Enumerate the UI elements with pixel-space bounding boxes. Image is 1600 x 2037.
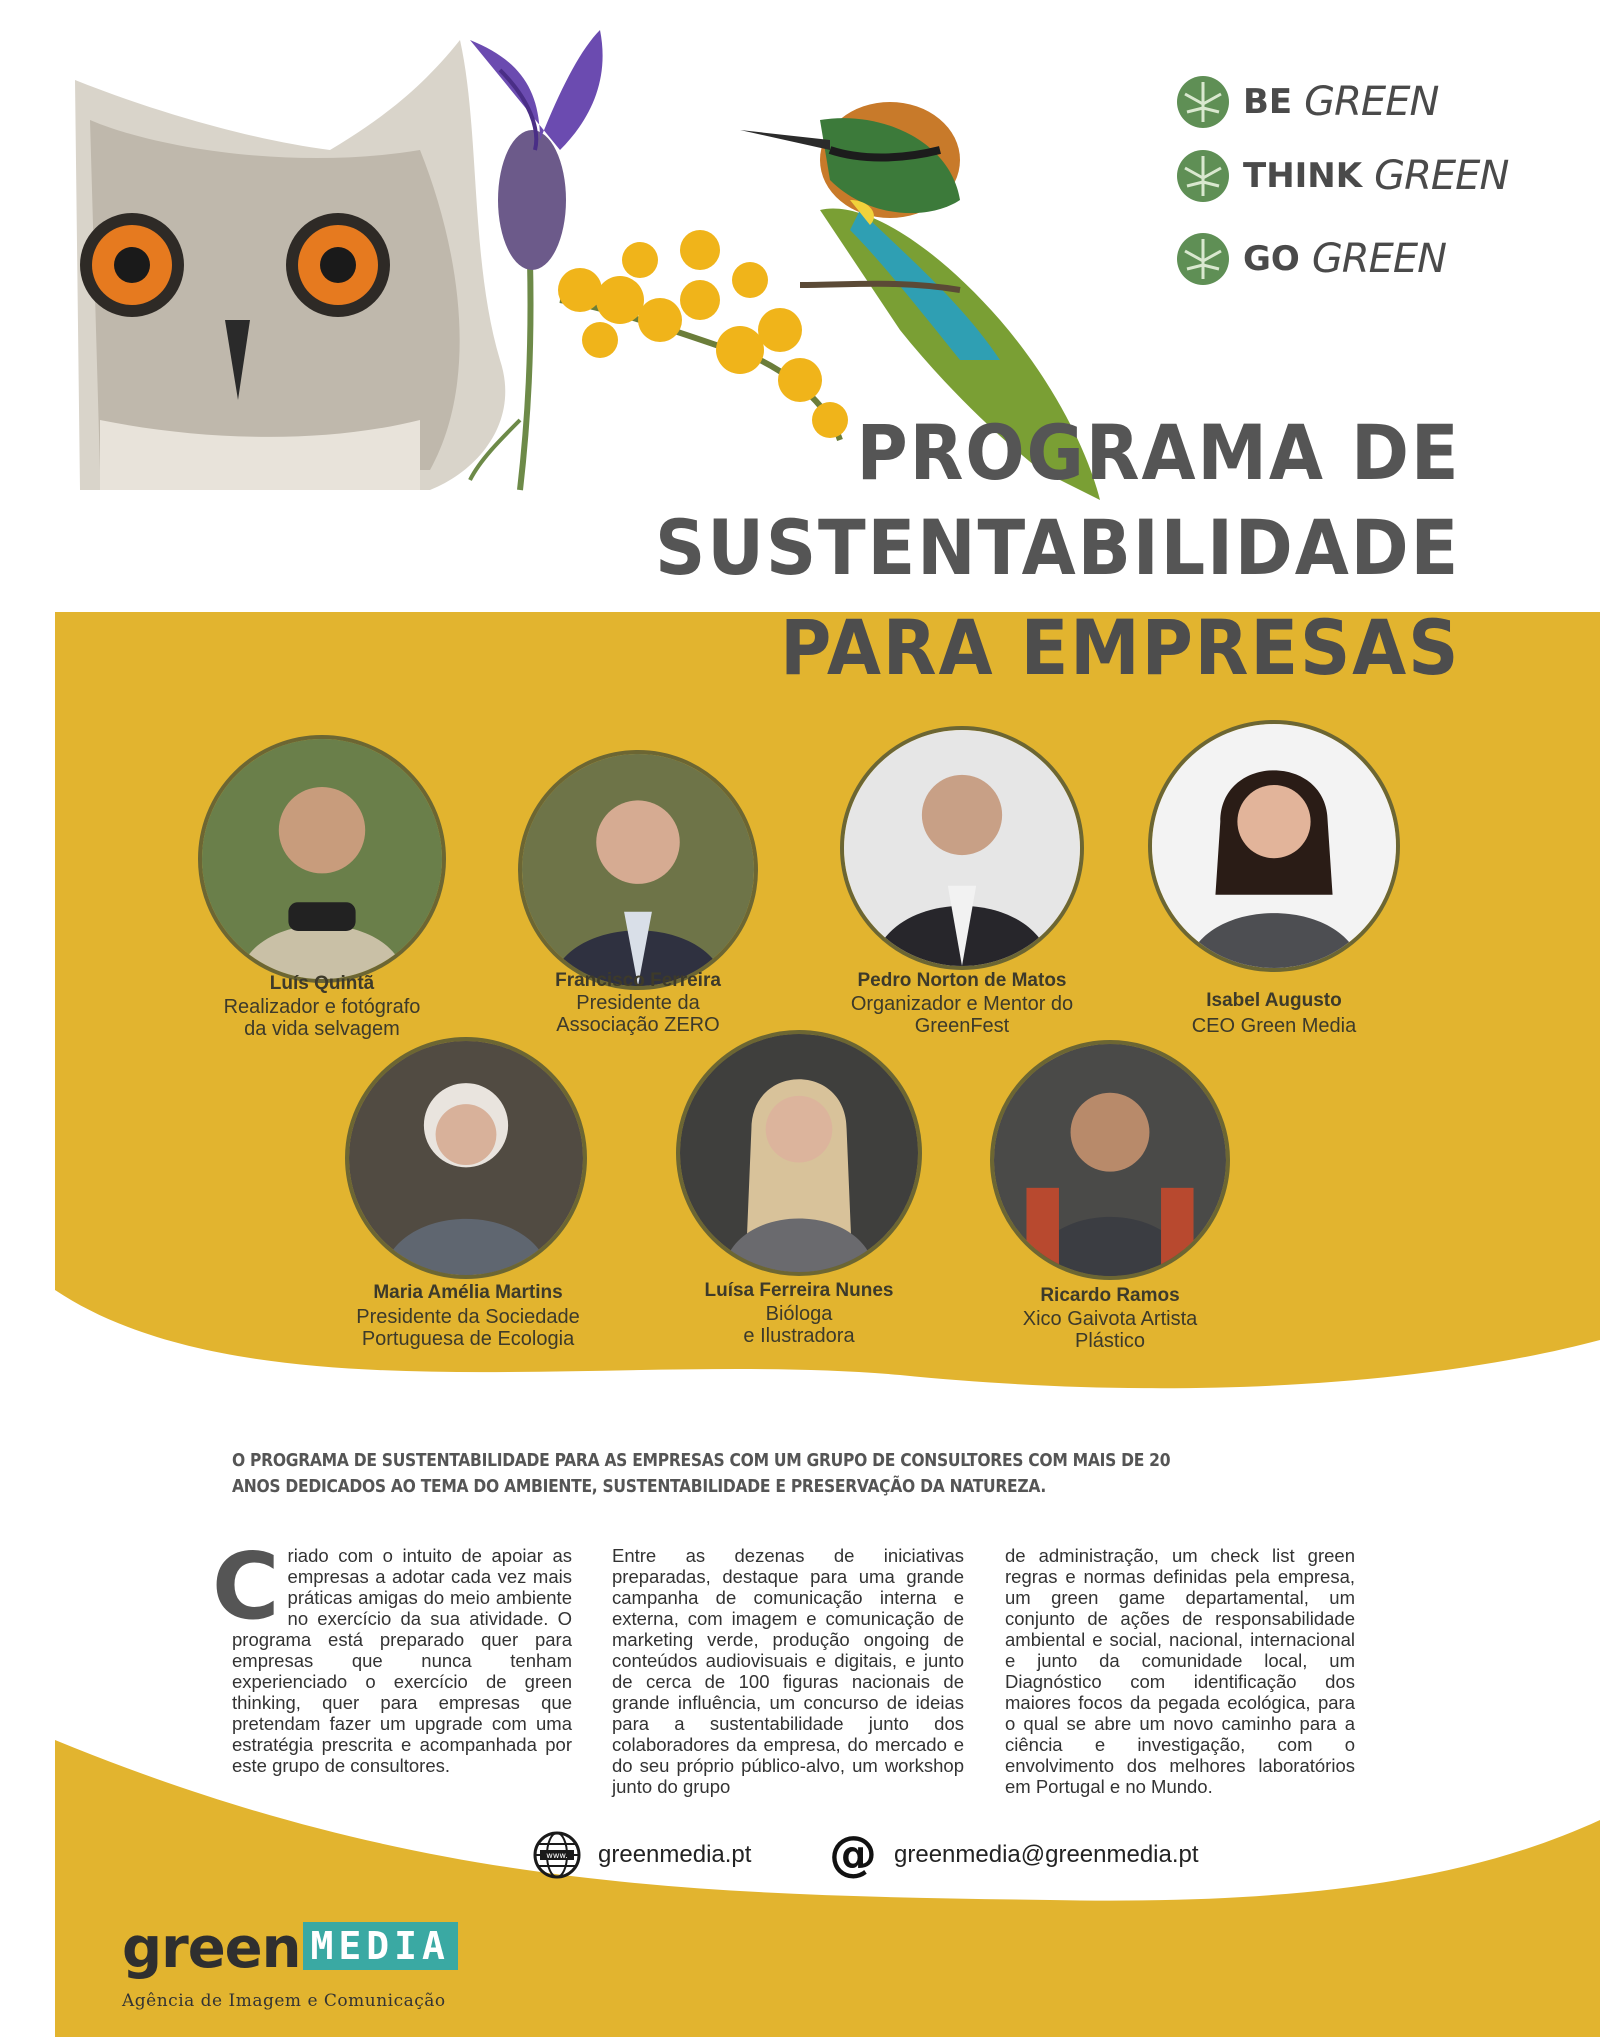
- person-role: CEO Green Media: [1191, 1015, 1357, 1037]
- slogan-be-green: [1175, 72, 1438, 132]
- body-column-2: Entre as dezenas de iniciativas preparadas, destaque para uma grande campanha de comunicação interna e externa, com imagem e comunicação de marketing verde, produção ongoing de conteúdos audiovisuais e digitais, e junto de cerca de 100 figuras nacionais de grande influência, um concurso de ideias para a sustentabilidade junto dos colaboradores da empresa, do mercado e do seu próprio público-alvo, um workshop junto do grupo: [612, 1545, 964, 1797]
- slogan-bold-word: GO: [1243, 239, 1300, 279]
- monstera-leaf-icon: [1175, 231, 1231, 287]
- title-line-2: SUSTENTABILIDADE: [654, 503, 1460, 592]
- portrait-photo: [676, 1030, 922, 1276]
- person-role: Presidente da Associação ZERO: [556, 992, 720, 1036]
- drop-cap: C: [212, 1533, 280, 1640]
- logo-green-word: green: [122, 1916, 301, 1981]
- svg-text:www.: www.: [546, 1851, 568, 1860]
- person-role: Realizador e fotógrafo da vida selvagem: [223, 996, 421, 1040]
- slogan-light-word: GREEN: [1311, 236, 1447, 282]
- portrait-photo: [990, 1040, 1230, 1280]
- globe-www-icon: [532, 1830, 582, 1880]
- website-text[interactable]: greenmedia.pt: [598, 1841, 752, 1868]
- portrait-photo: [518, 750, 758, 990]
- gorse-flower-illustration: [558, 230, 848, 440]
- monstera-leaf-icon: [1175, 74, 1231, 130]
- body-column-3: de administração, um check list green regras e normas definidas pela empresa, um green game departamental, um conjunto de ações de responsabilidade ambiental e social, nacional, internacional e junto da comunidade local, um Diagnóstico com identificação dos maiores focos da pegada ecológica, para o qual se abre um novo caminho para a ciência e investigação, com o envolvimento dos melhores laboratórios em Portugal e no Mundo.: [1005, 1545, 1355, 1797]
- email-contact[interactable]: [828, 1830, 1199, 1880]
- person-name: Luísa Ferreira Nunes: [704, 1280, 894, 1301]
- body-column-1: [212, 1533, 572, 1776]
- svg-text:@: @: [829, 1830, 877, 1880]
- greenmedia-logo: [122, 1916, 458, 2011]
- slogan-light-word: GREEN: [1304, 79, 1439, 125]
- email-text[interactable]: greenmedia@greenmedia.pt: [894, 1841, 1199, 1868]
- slogan-bold-word: THINK: [1243, 156, 1363, 196]
- person-role: Bióloga e Ilustradora: [743, 1303, 855, 1347]
- owl-illustration: [75, 40, 505, 490]
- person-name: Luís Quintã: [269, 973, 375, 994]
- website-contact[interactable]: [532, 1830, 751, 1880]
- monstera-leaf-icon: [1175, 148, 1231, 204]
- person-role: Presidente da Sociedade Portuguesa de Ecologia: [356, 1306, 580, 1350]
- title-line-3: PARA EMPRESAS: [779, 603, 1460, 692]
- person-name: Maria Amélia Martins: [373, 1282, 563, 1303]
- person-role: Xico Gaivota Artista Plástico: [1022, 1308, 1198, 1352]
- portrait-photo: [198, 735, 446, 983]
- title-line-1: PROGRAMA DE: [856, 408, 1460, 497]
- slogan-bold-word: BE: [1243, 82, 1293, 122]
- logo-tagline: Agência de Imagem e Comunicação: [122, 1991, 446, 2011]
- person-name: Pedro Norton de Matos: [857, 970, 1067, 991]
- person-role: Organizador e Mentor do GreenFest: [850, 993, 1074, 1037]
- slogan-light-word: GREEN: [1374, 153, 1509, 199]
- person-name: Isabel Augusto: [1206, 990, 1342, 1011]
- logo-media-word: MEDIA: [303, 1922, 458, 1970]
- portrait-photo: [345, 1037, 587, 1279]
- at-sign-icon: [828, 1830, 878, 1880]
- body-column-1-text: riado com o intuito de apoiar as empresas a adotar cada vez mais práticas amigas do meio ambiente no exercício da sua atividade. O programa está preparado quer para empresas que nunca tenham experienciado o exercício de green thinking, quer para empresas que pretendam fazer um upgrade com uma estratégia prescrita e acompanhada por este grupo de consultores.: [232, 1545, 572, 1776]
- portrait-photo: [1148, 720, 1400, 972]
- slogan-go-green: [1175, 229, 1446, 289]
- intro-heading: O PROGRAMA DE SUSTENTABILIDADE PARA AS EMPRESAS COM UM GRUPO DE CONSULTORES COM MAIS DE 20 ANOS DEDICADOS AO TEMA DO AMBIENTE, SUSTENTABILIDADE E PRESERVAÇÃO DA NATUREZA.: [232, 1450, 1171, 1497]
- portrait-photo: [840, 726, 1084, 970]
- person-name: Ricardo Ramos: [1040, 1285, 1180, 1306]
- slogan-think-green: [1175, 146, 1508, 206]
- person-name: Francisco Ferreira: [555, 970, 721, 991]
